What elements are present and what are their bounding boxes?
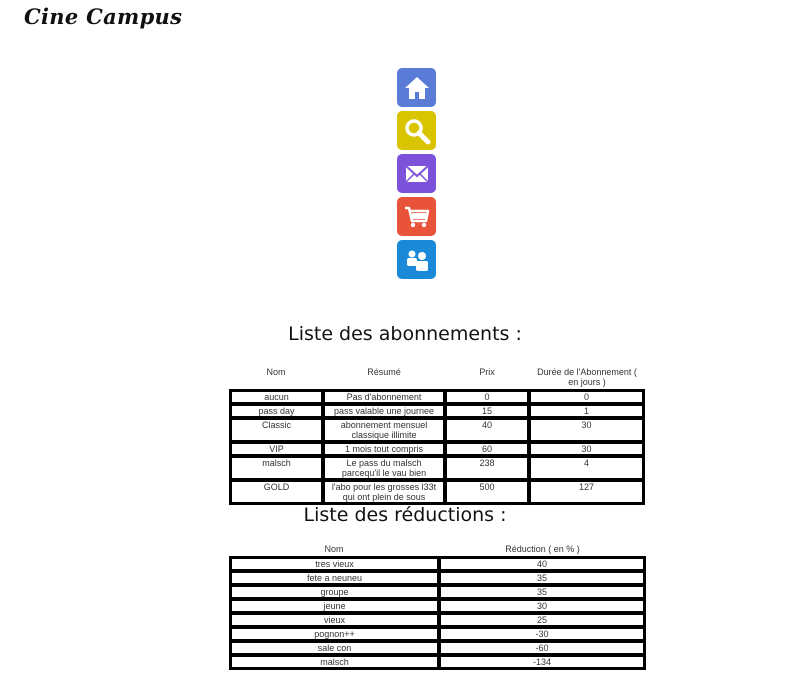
table-cell: 40 (445, 418, 529, 442)
nav-users-button[interactable] (397, 240, 436, 279)
column-header: Résumé (367, 367, 401, 377)
table-row (229, 389, 645, 404)
column-header: Nom (266, 367, 286, 377)
table-cell: 30 (529, 418, 645, 442)
nav-search-button[interactable] (397, 111, 436, 150)
home-icon (403, 74, 431, 102)
users-icon (403, 246, 431, 274)
table-cell: pass valable une journee (323, 404, 445, 418)
table-cell: 0 (445, 389, 529, 404)
table-cell: VIP (229, 442, 323, 456)
table-cell: l'abo pour les grosses l33t qui ont plein de sous (323, 480, 445, 505)
reductions-table (229, 544, 646, 670)
table-cell: 60 (445, 442, 529, 456)
table-cell: 1 (529, 404, 645, 418)
table-cell: groupe (229, 585, 439, 599)
table-cell: 4 (529, 456, 645, 480)
table-cell: 238 (445, 456, 529, 480)
reductions-heading: Liste des réductions : (303, 504, 507, 526)
column-header: Durée de l'Abonnement ( en jours ) (537, 367, 637, 387)
table-cell: 35 (439, 571, 646, 585)
site-logo-title[interactable]: Cine Campus (24, 4, 183, 29)
table-cell: 1 mois tout compris (323, 442, 445, 456)
table-row (229, 404, 645, 418)
table-row (229, 655, 646, 670)
table-cell: -30 (439, 627, 646, 641)
table-row (229, 585, 646, 599)
table-cell: abonnement mensuel classique illimite (323, 418, 445, 442)
table-cell: aucun (229, 389, 323, 404)
table-cell: 15 (445, 404, 529, 418)
table-cell: 127 (529, 480, 645, 505)
table-row (229, 599, 646, 613)
table-row (229, 456, 645, 480)
table-row (229, 556, 646, 571)
table-cell: malsch (229, 456, 323, 480)
icon-nav (397, 68, 436, 283)
table-cell: jeune (229, 599, 439, 613)
table-cell: pognon++ (229, 627, 439, 641)
column-header: Prix (479, 367, 495, 377)
table-cell: Classic (229, 418, 323, 442)
table-cell: malsch (229, 655, 439, 670)
table-cell: tres vieux (229, 556, 439, 571)
mail-icon (403, 160, 431, 188)
table-cell: pass day (229, 404, 323, 418)
search-icon (403, 117, 431, 145)
table-cell: GOLD (229, 480, 323, 505)
table-cell: 30 (529, 442, 645, 456)
column-header: Réduction ( en % ) (505, 544, 580, 554)
table-cell: Le pass du malsch parcequ'il le vau bien (323, 456, 445, 480)
table-row (229, 613, 646, 627)
table-row (229, 480, 645, 505)
nav-mail-button[interactable] (397, 154, 436, 193)
table-cell: fete a neuneu (229, 571, 439, 585)
table-cell: 500 (445, 480, 529, 505)
table-row (229, 627, 646, 641)
table-cell: sale con (229, 641, 439, 655)
table-cell: 0 (529, 389, 645, 404)
subscriptions-heading: Liste des abonnements : (288, 323, 522, 345)
table-row (229, 418, 645, 442)
nav-cart-button[interactable] (397, 197, 436, 236)
table-row (229, 641, 646, 655)
subscriptions-table (229, 367, 645, 505)
table-cell: 30 (439, 599, 646, 613)
table-cell: -60 (439, 641, 646, 655)
table-cell: 40 (439, 556, 646, 571)
cart-icon (403, 203, 431, 231)
table-row (229, 442, 645, 456)
table-cell: vieux (229, 613, 439, 627)
table-cell: 25 (439, 613, 646, 627)
nav-home-button[interactable] (397, 68, 436, 107)
table-cell: -134 (439, 655, 646, 670)
column-header: Nom (324, 544, 344, 554)
table-row (229, 571, 646, 585)
table-cell: 35 (439, 585, 646, 599)
table-cell: Pas d'abonnement (323, 389, 445, 404)
